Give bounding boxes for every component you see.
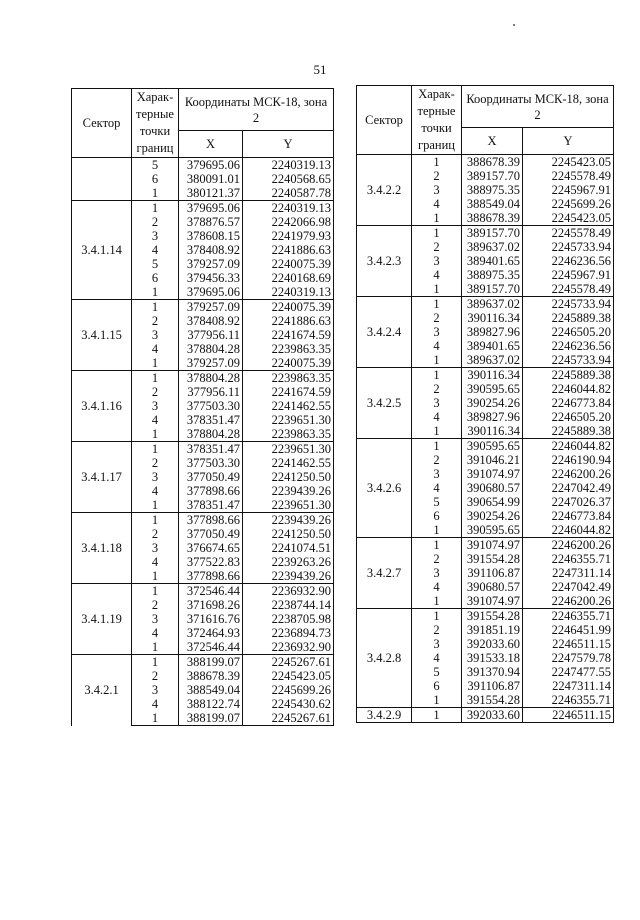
x-coordinate-cell: 378351.47: [179, 413, 243, 427]
point-number-cell: 4: [412, 268, 462, 282]
sector-cell: 3.4.2.4: [357, 297, 412, 368]
point-number-cell: 2: [132, 598, 179, 612]
y-coordinate-cell: 2236932.90: [243, 584, 334, 599]
point-number-cell: 3: [412, 467, 462, 481]
point-number-cell: 2: [132, 527, 179, 541]
point-number-cell: 2: [412, 240, 462, 254]
x-coordinate-cell: 378408.92: [179, 243, 243, 257]
x-coordinate-cell: 389401.65: [462, 254, 523, 268]
y-coordinate-cell: 2247477.55: [523, 665, 614, 679]
x-coordinate-cell: 390254.26: [462, 509, 523, 523]
x-coordinate-cell: 378608.15: [179, 229, 243, 243]
x-coordinate-cell: 377898.66: [179, 513, 243, 528]
table-row: [357, 155, 614, 170]
y-coordinate-cell: 2245967.91: [523, 183, 614, 197]
point-number-cell: 2: [132, 669, 179, 683]
point-number-cell: 2: [412, 623, 462, 637]
table-row: [357, 708, 614, 723]
y-coordinate-cell: 2239439.26: [243, 569, 334, 584]
x-coordinate-cell: 377050.49: [179, 470, 243, 484]
x-coordinate-cell: 391106.87: [462, 679, 523, 693]
y-coordinate-cell: 2241250.50: [243, 527, 334, 541]
x-coordinate-cell: 372464.93: [179, 626, 243, 640]
x-coordinate-cell: 377898.66: [179, 484, 243, 498]
x-coordinate-cell: 390680.57: [462, 580, 523, 594]
table-row: [357, 439, 614, 454]
point-number-cell: 3: [132, 328, 179, 342]
point-number-cell: 1: [132, 498, 179, 513]
y-coordinate-cell: 2240075.39: [243, 300, 334, 315]
y-coordinate-cell: 2245423.05: [523, 211, 614, 226]
y-coordinate-cell: 2241886.63: [243, 314, 334, 328]
y-coordinate-cell: 2245578.49: [523, 169, 614, 183]
y-coordinate-cell: 2246505.20: [523, 325, 614, 339]
y-coordinate-cell: 2245267.61: [243, 711, 334, 726]
point-number-cell: 4: [412, 410, 462, 424]
point-number-cell: 1: [412, 538, 462, 553]
point-number-cell: 6: [412, 509, 462, 523]
x-coordinate-cell: 380121.37: [179, 186, 243, 201]
table-row: [357, 368, 614, 383]
point-number-cell: 4: [412, 339, 462, 353]
point-number-cell: 1: [132, 186, 179, 201]
point-number-cell: 4: [132, 555, 179, 569]
table-row: [357, 538, 614, 553]
y-coordinate-cell: 2239651.30: [243, 413, 334, 427]
point-number-cell: 3: [132, 683, 179, 697]
x-coordinate-cell: 391554.28: [462, 693, 523, 708]
x-coordinate-cell: 389827.96: [462, 325, 523, 339]
table-row: [72, 584, 334, 599]
point-number-cell: 4: [412, 197, 462, 211]
point-number-cell: 2: [412, 453, 462, 467]
y-coordinate-cell: 2240319.13: [243, 285, 334, 300]
point-number-cell: 1: [132, 201, 179, 216]
y-coordinate-cell: 2246505.20: [523, 410, 614, 424]
point-number-cell: 1: [412, 155, 462, 170]
point-number-cell: 5: [412, 665, 462, 679]
point-number-cell: 3: [412, 325, 462, 339]
x-coordinate-cell: 377503.30: [179, 399, 243, 413]
y-coordinate-cell: 2245733.94: [523, 297, 614, 312]
x-coordinate-cell: 388122.74: [179, 697, 243, 711]
table-body-left: [72, 158, 334, 726]
x-coordinate-cell: 389401.65: [462, 339, 523, 353]
x-coordinate-cell: 379456.33: [179, 271, 243, 285]
y-coordinate-cell: 2247311.14: [523, 679, 614, 693]
point-number-cell: 4: [132, 484, 179, 498]
x-coordinate-cell: 389157.70: [462, 282, 523, 297]
point-number-cell: 2: [132, 385, 179, 399]
sector-cell: 3.4.2.1: [72, 655, 132, 726]
point-number-cell: 1: [412, 211, 462, 226]
y-coordinate-cell: 2239863.35: [243, 371, 334, 386]
y-coordinate-cell: 2239439.26: [243, 513, 334, 528]
x-coordinate-cell: 377503.30: [179, 456, 243, 470]
y-coordinate-cell: 2247311.14: [523, 566, 614, 580]
point-number-cell: 1: [132, 300, 179, 315]
y-coordinate-cell: 2241979.93: [243, 229, 334, 243]
y-coordinate-cell: 2246773.84: [523, 509, 614, 523]
x-coordinate-cell: 377522.83: [179, 555, 243, 569]
x-coordinate-cell: 390654.99: [462, 495, 523, 509]
y-coordinate-cell: 2240319.13: [243, 201, 334, 216]
x-coordinate-cell: 390595.65: [462, 439, 523, 454]
header-y: Y: [243, 131, 334, 158]
page-number: 51: [313, 62, 327, 77]
y-coordinate-cell: 2245889.38: [523, 368, 614, 383]
x-coordinate-cell: 388199.07: [179, 711, 243, 726]
x-coordinate-cell: 391533.18: [462, 651, 523, 665]
header-coordinates: Координаты МСК-18, зона 2: [179, 89, 334, 131]
point-number-cell: 5: [412, 495, 462, 509]
sector-cell: 3.4.1.18: [72, 513, 132, 584]
y-coordinate-cell: 2245699.26: [243, 683, 334, 697]
point-number-cell: 1: [132, 356, 179, 371]
x-coordinate-cell: 377956.11: [179, 385, 243, 399]
x-coordinate-cell: 380091.01: [179, 172, 243, 186]
y-coordinate-cell: 2245578.49: [523, 226, 614, 241]
table-row: [72, 371, 334, 386]
y-coordinate-cell: 2246200.26: [523, 594, 614, 609]
x-coordinate-cell: 391370.94: [462, 665, 523, 679]
point-number-cell: 3: [412, 254, 462, 268]
sector-cell: 3.4.1.16: [72, 371, 132, 442]
x-coordinate-cell: 391046.21: [462, 453, 523, 467]
x-coordinate-cell: 371698.26: [179, 598, 243, 612]
point-number-cell: 4: [132, 342, 179, 356]
y-coordinate-cell: 2245430.62: [243, 697, 334, 711]
sector-cell: 3.4.1.17: [72, 442, 132, 513]
y-coordinate-cell: 2239651.30: [243, 498, 334, 513]
point-number-cell: 1: [132, 584, 179, 599]
x-coordinate-cell: 378408.92: [179, 314, 243, 328]
x-coordinate-cell: 388678.39: [462, 211, 523, 226]
table-row: [72, 513, 334, 528]
point-number-cell: 4: [132, 626, 179, 640]
x-coordinate-cell: 390116.34: [462, 311, 523, 325]
y-coordinate-cell: 2241674.59: [243, 328, 334, 342]
y-coordinate-cell: 2246190.94: [523, 453, 614, 467]
x-coordinate-cell: 372546.44: [179, 640, 243, 655]
x-coordinate-cell: 391554.28: [462, 552, 523, 566]
x-coordinate-cell: 388678.39: [179, 669, 243, 683]
x-coordinate-cell: 390680.57: [462, 481, 523, 495]
x-coordinate-cell: 392033.60: [462, 708, 523, 723]
point-number-cell: 3: [132, 399, 179, 413]
y-coordinate-cell: 2247042.49: [523, 580, 614, 594]
x-coordinate-cell: 371616.76: [179, 612, 243, 626]
x-coordinate-cell: 388975.35: [462, 183, 523, 197]
y-coordinate-cell: 2246511.15: [523, 637, 614, 651]
y-coordinate-cell: 2246236.56: [523, 254, 614, 268]
y-coordinate-cell: 2246355.71: [523, 552, 614, 566]
header-points: Харак-терные точки границ: [132, 89, 179, 158]
point-number-cell: 1: [132, 640, 179, 655]
sector-cell: 3.4.2.3: [357, 226, 412, 297]
x-coordinate-cell: 389637.02: [462, 353, 523, 368]
point-number-cell: 1: [412, 353, 462, 368]
point-number-cell: 6: [132, 172, 179, 186]
y-coordinate-cell: 2239863.35: [243, 342, 334, 356]
point-number-cell: 3: [412, 566, 462, 580]
table-body-right: [357, 155, 614, 723]
y-coordinate-cell: 2239263.26: [243, 555, 334, 569]
point-number-cell: 3: [412, 183, 462, 197]
y-coordinate-cell: 2246355.71: [523, 693, 614, 708]
header-sector: Сектор: [72, 89, 132, 158]
sector-cell: 3.4.1.15: [72, 300, 132, 371]
x-coordinate-cell: 390116.34: [462, 368, 523, 383]
sector-cell: 3.4.2.9: [357, 708, 412, 723]
x-coordinate-cell: 378804.28: [179, 427, 243, 442]
x-coordinate-cell: 378804.28: [179, 342, 243, 356]
y-coordinate-cell: 2238705.98: [243, 612, 334, 626]
point-number-cell: 1: [412, 439, 462, 454]
y-coordinate-cell: 2240587.78: [243, 186, 334, 201]
point-number-cell: 6: [132, 271, 179, 285]
y-coordinate-cell: 2245967.91: [523, 268, 614, 282]
table-row: [72, 201, 334, 216]
point-number-cell: 1: [132, 427, 179, 442]
point-number-cell: 1: [412, 693, 462, 708]
y-coordinate-cell: 2236894.73: [243, 626, 334, 640]
y-coordinate-cell: 2245699.26: [523, 197, 614, 211]
y-coordinate-cell: 2240168.69: [243, 271, 334, 285]
x-coordinate-cell: 379695.06: [179, 158, 243, 173]
point-number-cell: 3: [412, 396, 462, 410]
sector-cell: 3.4.1.19: [72, 584, 132, 655]
y-coordinate-cell: 2245423.05: [523, 155, 614, 170]
y-coordinate-cell: 2236932.90: [243, 640, 334, 655]
y-coordinate-cell: 2245423.05: [243, 669, 334, 683]
x-coordinate-cell: 391074.97: [462, 594, 523, 609]
x-coordinate-cell: 378351.47: [179, 442, 243, 457]
y-coordinate-cell: 2240568.65: [243, 172, 334, 186]
point-number-cell: 2: [132, 314, 179, 328]
x-coordinate-cell: 379695.06: [179, 201, 243, 216]
y-coordinate-cell: 2246044.82: [523, 523, 614, 538]
point-number-cell: 1: [412, 282, 462, 297]
table-row: [357, 297, 614, 312]
x-coordinate-cell: 391554.28: [462, 609, 523, 624]
table-row: [72, 442, 334, 457]
point-number-cell: 3: [412, 637, 462, 651]
y-coordinate-cell: 2240319.13: [243, 158, 334, 173]
point-number-cell: 2: [412, 311, 462, 325]
y-coordinate-cell: 2247042.49: [523, 481, 614, 495]
y-coordinate-cell: 2241674.59: [243, 385, 334, 399]
point-number-cell: 1: [412, 368, 462, 383]
point-number-cell: 3: [132, 612, 179, 626]
sector-cell: 3.4.2.6: [357, 439, 412, 538]
x-coordinate-cell: 389637.02: [462, 297, 523, 312]
y-coordinate-cell: 2246773.84: [523, 396, 614, 410]
point-number-cell: 1: [132, 371, 179, 386]
point-number-cell: 4: [412, 481, 462, 495]
sector-cell: 3.4.2.2: [357, 155, 412, 226]
y-coordinate-cell: 2245733.94: [523, 353, 614, 368]
x-coordinate-cell: 377050.49: [179, 527, 243, 541]
point-number-cell: 1: [412, 708, 462, 723]
point-number-cell: 3: [132, 470, 179, 484]
point-number-cell: 3: [132, 229, 179, 243]
point-number-cell: 5: [132, 158, 179, 173]
x-coordinate-cell: 389827.96: [462, 410, 523, 424]
y-coordinate-cell: 2246236.56: [523, 339, 614, 353]
sector-cell: 3.4.1.14: [72, 201, 132, 300]
y-coordinate-cell: 2247026.37: [523, 495, 614, 509]
point-number-cell: 1: [132, 442, 179, 457]
point-number-cell: 6: [412, 679, 462, 693]
table-row: [72, 300, 334, 315]
table-row: [357, 226, 614, 241]
y-coordinate-cell: 2240075.39: [243, 356, 334, 371]
x-coordinate-cell: 379257.09: [179, 356, 243, 371]
x-coordinate-cell: 390254.26: [462, 396, 523, 410]
x-coordinate-cell: 379695.06: [179, 285, 243, 300]
y-coordinate-cell: 2239863.35: [243, 427, 334, 442]
x-coordinate-cell: 378351.47: [179, 498, 243, 513]
y-coordinate-cell: 2246044.82: [523, 439, 614, 454]
y-coordinate-cell: 2245889.38: [523, 424, 614, 439]
x-coordinate-cell: 377898.66: [179, 569, 243, 584]
x-coordinate-cell: 388975.35: [462, 268, 523, 282]
x-coordinate-cell: 377956.11: [179, 328, 243, 342]
point-number-cell: 1: [412, 609, 462, 624]
point-number-cell: 2: [412, 382, 462, 396]
point-number-cell: 5: [132, 257, 179, 271]
point-number-cell: 1: [132, 711, 179, 726]
y-coordinate-cell: 2241462.55: [243, 456, 334, 470]
coordinates-table-left: [71, 88, 334, 726]
point-number-cell: 1: [132, 655, 179, 670]
table-row: [357, 609, 614, 624]
scan-speck: [513, 24, 515, 26]
y-coordinate-cell: 2240075.39: [243, 257, 334, 271]
point-number-cell: 1: [132, 285, 179, 300]
y-coordinate-cell: 2239651.30: [243, 442, 334, 457]
x-coordinate-cell: 390595.65: [462, 523, 523, 538]
x-coordinate-cell: 389157.70: [462, 169, 523, 183]
sector-cell: 3.4.2.8: [357, 609, 412, 708]
x-coordinate-cell: 388549.04: [179, 683, 243, 697]
point-number-cell: 4: [412, 651, 462, 665]
header-points: Харак-терные точки границ: [412, 86, 462, 155]
table-row: [72, 655, 334, 670]
sector-cell: 3.4.2.5: [357, 368, 412, 439]
x-coordinate-cell: 390116.34: [462, 424, 523, 439]
x-coordinate-cell: 372546.44: [179, 584, 243, 599]
y-coordinate-cell: 2246451.99: [523, 623, 614, 637]
header-sector: Сектор: [357, 86, 412, 155]
point-number-cell: 1: [132, 513, 179, 528]
x-coordinate-cell: 392033.60: [462, 637, 523, 651]
x-coordinate-cell: 388549.04: [462, 197, 523, 211]
point-number-cell: 2: [132, 215, 179, 229]
point-number-cell: 1: [132, 569, 179, 584]
x-coordinate-cell: 378876.57: [179, 215, 243, 229]
table-row: [72, 158, 334, 173]
sector-cell: [72, 158, 132, 201]
y-coordinate-cell: 2241462.55: [243, 399, 334, 413]
x-coordinate-cell: 376674.65: [179, 541, 243, 555]
header-x: X: [462, 128, 523, 155]
point-number-cell: 4: [132, 413, 179, 427]
y-coordinate-cell: 2245578.49: [523, 282, 614, 297]
coordinates-table-right: [356, 85, 614, 723]
point-number-cell: 2: [132, 456, 179, 470]
y-coordinate-cell: 2246044.82: [523, 382, 614, 396]
x-coordinate-cell: 391851.19: [462, 623, 523, 637]
point-number-cell: 1: [412, 594, 462, 609]
point-number-cell: 4: [412, 580, 462, 594]
y-coordinate-cell: 2245733.94: [523, 240, 614, 254]
y-coordinate-cell: 2246355.71: [523, 609, 614, 624]
header-y: Y: [523, 128, 614, 155]
point-number-cell: 1: [412, 523, 462, 538]
y-coordinate-cell: 2245889.38: [523, 311, 614, 325]
point-number-cell: 1: [412, 226, 462, 241]
x-coordinate-cell: 391074.97: [462, 467, 523, 481]
point-number-cell: 2: [412, 169, 462, 183]
point-number-cell: 4: [132, 243, 179, 257]
y-coordinate-cell: 2245267.61: [243, 655, 334, 670]
x-coordinate-cell: 389637.02: [462, 240, 523, 254]
y-coordinate-cell: 2246511.15: [523, 708, 614, 723]
sector-cell: 3.4.2.7: [357, 538, 412, 609]
point-number-cell: 2: [412, 552, 462, 566]
x-coordinate-cell: 388678.39: [462, 155, 523, 170]
y-coordinate-cell: 2246200.26: [523, 467, 614, 481]
y-coordinate-cell: 2238744.14: [243, 598, 334, 612]
x-coordinate-cell: 388199.07: [179, 655, 243, 670]
x-coordinate-cell: 391106.87: [462, 566, 523, 580]
point-number-cell: 3: [132, 541, 179, 555]
x-coordinate-cell: 378804.28: [179, 371, 243, 386]
y-coordinate-cell: 2247579.78: [523, 651, 614, 665]
x-coordinate-cell: 379257.09: [179, 300, 243, 315]
x-coordinate-cell: 391074.97: [462, 538, 523, 553]
header-coordinates: Координаты МСК-18, зона 2: [462, 86, 614, 128]
x-coordinate-cell: 379257.09: [179, 257, 243, 271]
y-coordinate-cell: 2242066.98: [243, 215, 334, 229]
y-coordinate-cell: 2241250.50: [243, 470, 334, 484]
point-number-cell: 1: [412, 424, 462, 439]
x-coordinate-cell: 390595.65: [462, 382, 523, 396]
header-x: X: [179, 131, 243, 158]
point-number-cell: 4: [132, 697, 179, 711]
y-coordinate-cell: 2241886.63: [243, 243, 334, 257]
x-coordinate-cell: 389157.70: [462, 226, 523, 241]
y-coordinate-cell: 2239439.26: [243, 484, 334, 498]
y-coordinate-cell: 2241074.51: [243, 541, 334, 555]
point-number-cell: 1: [412, 297, 462, 312]
y-coordinate-cell: 2246200.26: [523, 538, 614, 553]
